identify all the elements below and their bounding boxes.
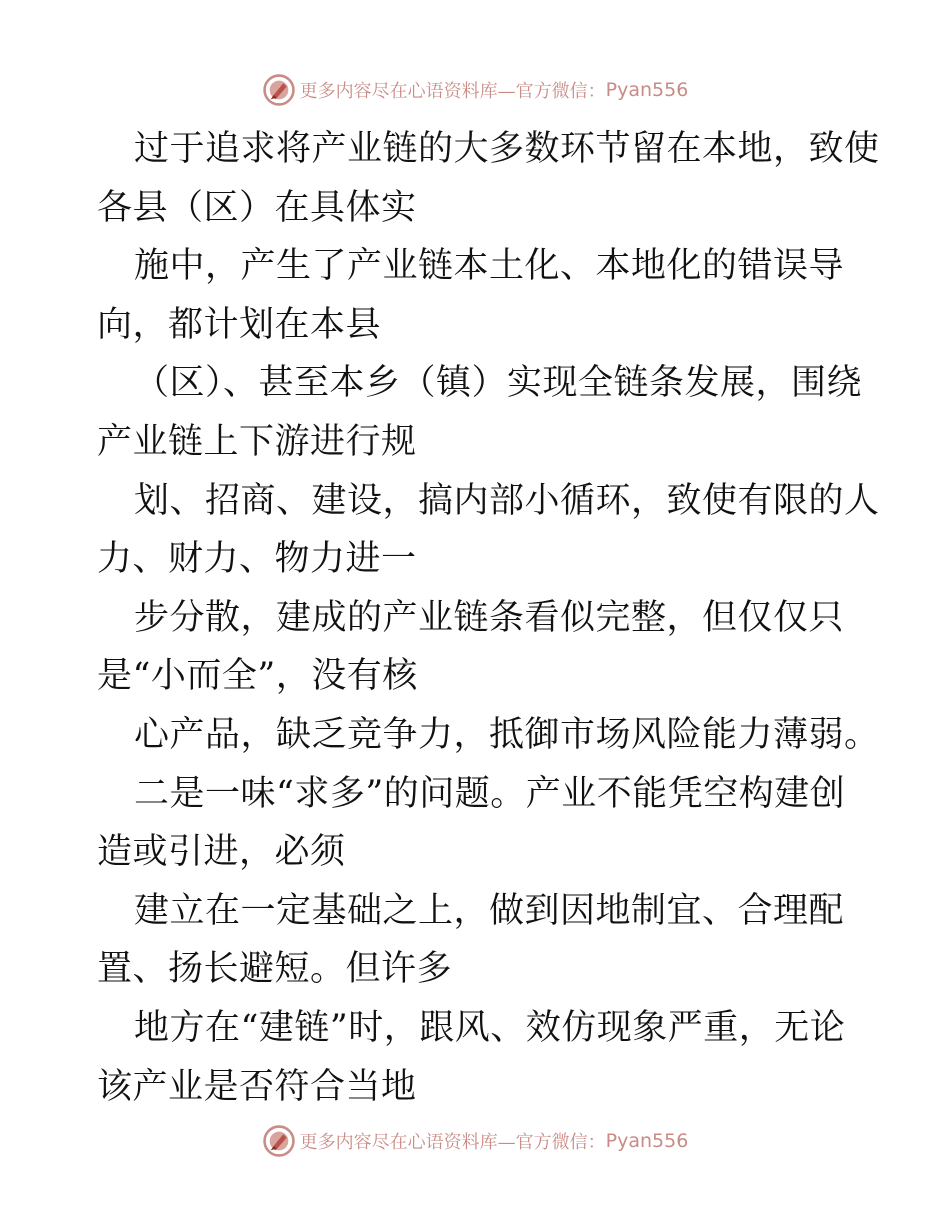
text-line: 向，都计划在本县	[97, 304, 382, 345]
text-line: 力、财力、物力进一	[97, 539, 417, 580]
text-line: 步分散，建成的产业链条看似完整，但仅仅只	[134, 597, 845, 638]
text-line: 是“小而全”，没有核	[97, 656, 418, 697]
text-line: 置、扬长避短。但许多	[97, 949, 453, 990]
text-line: 施中，产生了产业链本土化、本地化的错误导	[134, 246, 845, 287]
text-line: 过于追求将产业链的大多数环节留在本地，致使	[134, 129, 880, 169]
pen-nib-logo-icon	[262, 73, 296, 107]
pen-nib-logo-icon	[262, 1124, 296, 1158]
text-line: 划、招商、建设，搞内部小循环，致使有限的人	[134, 480, 880, 521]
text-line: 二是一味“求多”的问题。产业不能凭空构建创	[134, 773, 846, 814]
text-line: 心产品，缺乏竞争力，抵御市场风险能力薄弱。	[134, 714, 880, 755]
watermark-text: 更多内容尽在心语资料库—官方微信：	[299, 81, 606, 102]
text-line: 该产业是否符合当地	[97, 1066, 417, 1107]
watermark-wechat-id: Pyan556	[605, 79, 689, 101]
watermark-wechat-id: Pyan556	[605, 1130, 689, 1152]
text-line: （区）、甚至本乡（镇）实现全链条发展，围绕	[134, 363, 863, 404]
text-line: 产业链上下游进行规	[97, 421, 417, 462]
watermark-text: 更多内容尽在心语资料库—官方微信：	[299, 1132, 606, 1153]
document-body	[97, 120, 880, 1116]
text-line: 建立在一定基础之上，做到因地制宜、合理配	[134, 890, 845, 931]
text-line: 各县（区）在具体实	[97, 187, 417, 228]
text-line: 造或引进，必须	[97, 832, 346, 873]
footer-watermark	[0, 1121, 950, 1161]
text-line: 地方在“建链”时，跟风、效仿现象严重，无论	[134, 1007, 846, 1048]
header-watermark	[0, 70, 950, 110]
